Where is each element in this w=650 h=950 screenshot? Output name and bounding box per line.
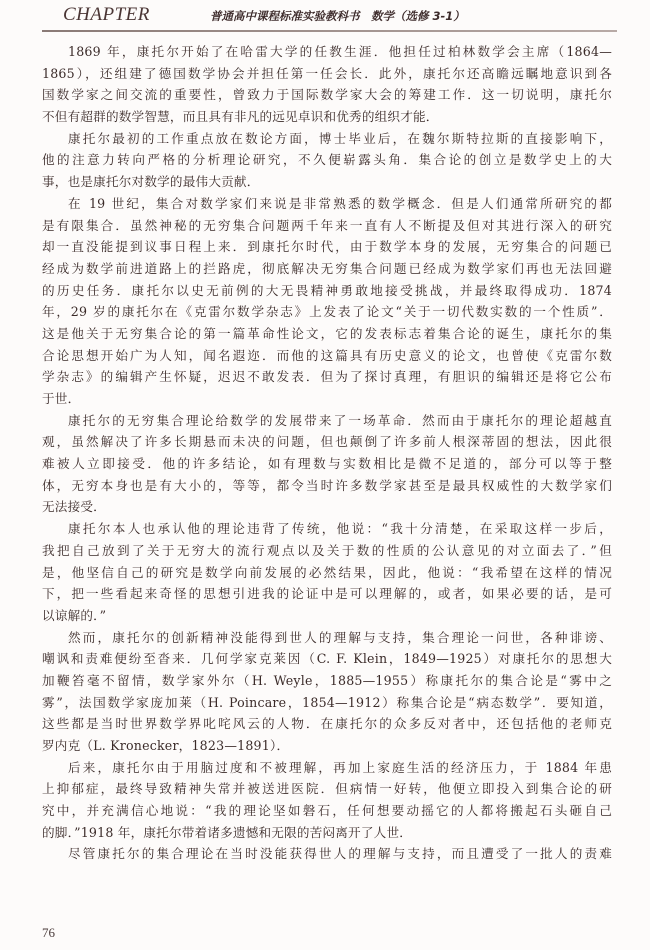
text-line: 无法接受． [42,499,106,515]
text-line: 后来，康托尔由于用脑过度和不被理解，再加上家庭生活的经济压力，于 1884 年患 [68,759,612,775]
text-line: 在 19 世纪，集合对数学家们来说是非常熟悉的数学概念．但是人们通常所研究的都 [68,195,612,211]
text-line: 不但有超群的数学智慧，而且具有非凡的远见卓识和优秀的组织才能． [42,109,439,125]
text-line: 是，他坚信自己的研究是数学向前发展的必然结果，因此，他说：“我希望在这样的情况 [42,564,612,580]
text-line: 他的注意力转向严格的分析理论研究，不久便崭露头角．集合论的创立是数学史上的大 [42,152,612,168]
chapter-label: CHAPTER [63,4,150,25]
text-line: 经成为数学前进道路上的拦路虎，彻底解决无穷集合问题已经成为数学家们再也无法回避 [42,260,612,276]
text-line: 下，把一些看起来奇怪的思想引进我的论证中是可以理解的，或者，如果必要的话，是可 [42,586,612,602]
text-line: 这是他关于无穷集合论的第一篇革命性论文，它的发表标志着集合论的诞生，康托尔的集 [42,325,612,341]
text-line: 1869 年，康托尔开始了在哈雷大学的任教生涯．他担任过柏林数学会主席（1864— [68,44,612,59]
text-line: 雾”，法国数学家庞加莱（H. Poincare，1854—1912）称集合论是“病态数学”．要知道， [42,694,612,710]
text-line: 学杂志》的编辑产生怀疑，迟迟不敢发表．但为了探讨真理，有胆识的编辑还是将它公布 [42,369,612,385]
text-line: 尽管康托尔的集合理论在当时没能获得世人的理解与支持，而且遭受了一批人的责难 [68,846,612,862]
body-text [42,41,612,865]
text-line: 合论思想开始广为人知，闻名遐迩．而他的这篇具有历史意义的论文，也曾使《克雷尔数 [42,347,612,363]
text-line: 于世． [42,391,81,406]
text-line: 1865），还组建了德国数学协会并担任第一任会长．此外，康托尔还高瞻远瞩地意识到各 [42,65,612,81]
text-line: 观，虽然解决了许多长期悬而未决的问题，但也颠倒了许多前人根深蒂固的想法，因此很 [42,434,612,450]
text-line: 的脚．”1918 年，康托尔带着诸多遗憾和无限的苦闷离开了人世． [42,824,413,840]
text-line: 是有限集合．虽然神秘的无穷集合问题两千年来一直有人不断提及但对其进行深入的研究 [42,217,612,233]
book-title: 普通高中课程标准实验教科书 数学（选修 3-1） [210,9,465,23]
text-line: 康托尔最初的工作重点放在数论方面，博士毕业后，在魏尔斯特拉斯的直接影响下， [68,130,612,146]
text-line: 我把自己放到了关于无穷大的流行观点以及关于数的性质的公认意见的对立面去了．”但 [42,542,612,558]
text-line: 事，也是康托尔对数学的最伟大贡献． [42,174,260,190]
text-line: 康托尔本人也承认他的理论违背了传统，他说：“我十分清楚，在采取这样一步后， [68,521,612,537]
text-line: 国数学家之间交流的重要性，曾致力于国际数学家大会的筹建工作．这一切说明，康托尔 [42,87,612,103]
text-line: 康托尔的无穷集合理论给数学的发展带来了一场革命．然而由于康托尔的理论超越直 [68,412,612,428]
text-line: 以谅解的．” [42,607,107,623]
text-line: 体，无穷本身也是有大小的，等等，都令当时许多数学家甚至是最具权威性的大数学家们 [42,477,612,493]
page-number: 76 [42,925,55,940]
header-rule [42,30,617,32]
text-line: 然而，康托尔的创新精神没能得到世人的理解与支持，集合理论一问世，各种诽谤、 [68,629,612,645]
text-line: 嘲讽和责难便纷至沓来．几何学家克莱因（C. F. Klein，1849—1925）对康托尔的思想大 [42,651,612,667]
text-line: 的历史任务．康托尔以史无前例的大无畏精神勇敢地接受挑战，并最终取得成功．1874 [42,282,612,298]
text-line: 罗内克（L. Kronecker，1823—1891）． [42,738,290,753]
text-line: 年，29 岁的康托尔在《克雷尔数学杂志》上发表了论文“关于一切代数实数的一个性质”． [42,304,612,320]
text-line: 难被人立即接受．他的许多结论，如有理数与实数相比是微不足道的，部分可以等于整 [42,456,612,472]
text-line: 这些都是当时世界数学界叱咤风云的人物．在康托尔的众多反对者中，还包括他的老师克 [42,716,612,732]
text-line: 究中，并充满信心地说：“我的理论坚如磐石，任何想要动摇它的人都将搬起石头砸自己 [42,803,612,819]
page-header [0,0,650,32]
text-line: 却一直没能提到议事日程上来．到康托尔时代，由于数学本身的发展，无穷集合的问题已 [42,239,612,255]
text-line: 上抑郁症，最终导致精神失常并被送进医院．但病情一好转，他便立即投入到集合论的研 [42,781,612,797]
text-line: 加鞭笞毫不留情，数学家外尔（H. Weyle，1885—1955）称康托尔的集合论是“雾中之 [42,672,612,688]
